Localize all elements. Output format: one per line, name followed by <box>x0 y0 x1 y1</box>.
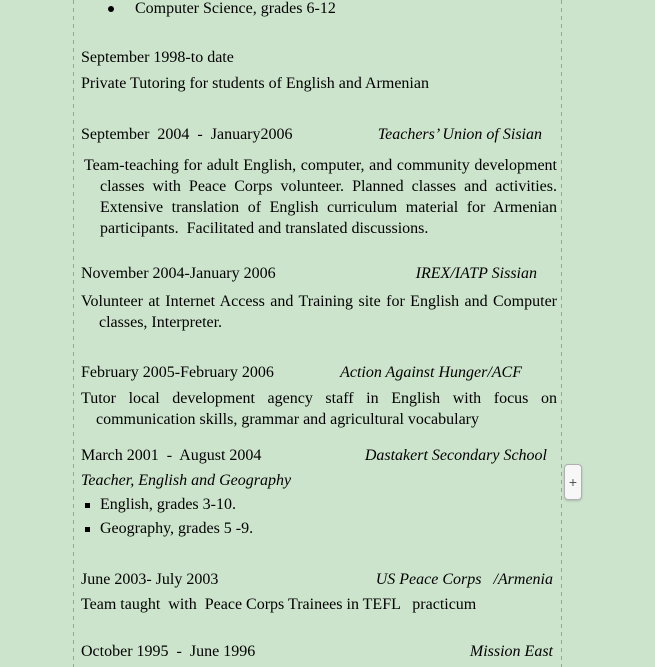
experience-date: October 1995 - June 1996 <box>81 643 256 660</box>
list-item-label: English, grades 3-10. <box>100 496 236 513</box>
experience-description: classes, Interpreter. <box>99 314 223 331</box>
expand-button[interactable]: + <box>564 464 582 500</box>
experience-description: Tutor local development agency staff in English with focus on <box>81 390 557 407</box>
experience-organization: Mission East <box>469 643 553 660</box>
experience-organization: Teachers’ Union of Sisian <box>377 126 542 143</box>
experience-date: September 1998-to date <box>81 49 234 66</box>
experience-header <box>81 570 553 590</box>
experience-description: Private Tutoring for students of English and Armenian <box>81 75 429 92</box>
experience-organization: US Peace Corps /Armenia <box>375 571 553 588</box>
experience-description: classes with Peace Corps volunteer. Planned classes and activities. <box>100 178 557 195</box>
experience-description: communication skills, grammar and agricultural vocabulary <box>96 411 479 428</box>
experience-header <box>81 363 522 383</box>
list-item-label: Geography, grades 5 -9. <box>100 520 254 537</box>
experience-description: participants. Facilitated and translated discussions. <box>100 220 429 237</box>
experience-organization: IREX/IATP Sissian <box>415 265 537 282</box>
experience-date: June 2003- July 2003 <box>81 571 219 588</box>
bullet-icon <box>108 6 114 12</box>
square-bullet-icon <box>85 503 90 508</box>
experience-description: Volunteer at Internet Access and Training site for English and Computer <box>81 293 557 310</box>
list-item-label: Computer Science, grades 6-12 <box>135 0 336 17</box>
experience-header <box>81 446 547 466</box>
list-item <box>108 0 336 19</box>
list-item <box>85 495 236 515</box>
experience-date: March 2001 - August 2004 <box>81 447 262 464</box>
square-bullet-icon <box>85 527 90 532</box>
text-boundary-left <box>73 0 74 667</box>
experience-header <box>81 642 553 662</box>
experience-date: September 2004 - January2006 <box>81 126 293 143</box>
text-boundary-right <box>561 0 562 667</box>
experience-role: Teacher, English and Geography <box>81 472 292 489</box>
experience-header <box>81 264 537 284</box>
experience-organization: Action Against Hunger/ACF <box>340 364 522 381</box>
experience-description: Extensive translation of English curriculum material for Armenian <box>100 199 557 216</box>
list-item <box>85 519 253 539</box>
experience-date: February 2005-February 2006 <box>81 364 274 381</box>
experience-description: Team taught with Peace Corps Trainees in TEFL practicum <box>81 596 477 613</box>
experience-description: Team-teaching for adult English, computer, and community development <box>84 157 557 174</box>
experience-header <box>81 125 542 145</box>
experience-organization: Dastakert Secondary School <box>364 447 547 464</box>
experience-date: November 2004-January 2006 <box>81 265 276 282</box>
